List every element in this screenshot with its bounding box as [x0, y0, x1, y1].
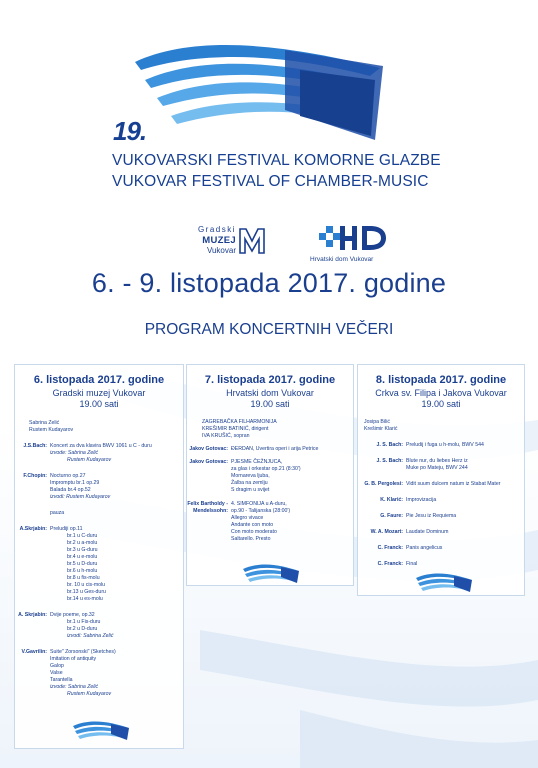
composer: A. Skrjabin: [18, 612, 47, 618]
intermission: pauza [50, 510, 65, 516]
concert-date: 8. listopada 2017. godine [375, 374, 507, 386]
hrvatski-dom-logo [310, 222, 395, 266]
concert-time: 19.00 sati [421, 399, 461, 409]
composer: J. S. Bach: [376, 442, 403, 448]
composer: J. S. Bach: [376, 458, 403, 464]
museum-m-icon [238, 227, 266, 255]
concert-header [358, 365, 524, 409]
program-item: G. Faure: Pie Jesu iz Requiema [358, 513, 524, 520]
composer: W. A. Mozart: [370, 529, 403, 535]
concert-program [15, 420, 183, 698]
small-wave-logo-icon [414, 572, 474, 594]
performers: Sabrina Zelić Rustem Kudayarov [29, 420, 74, 433]
composer: V.Gavrilin: [21, 649, 47, 655]
program-item: J. S. Bach: Blute nur, du liebes Herz iz Muke po Mateju, BWV 244 [358, 458, 524, 472]
program-item: Felix Bartholdy - Mendelssohn: 4. SIMFONIJA u A-duru, op.90 - Talijanska (28:00') Allegro vivace Andante con moto Con moto moderato Saltarello. Presto [187, 501, 291, 542]
composer: G. B. Pergolesi: [364, 481, 403, 487]
concert-header [15, 365, 183, 409]
museum-logo-text: Gradski MUZEJ Vukovar [197, 225, 236, 255]
edition-number: 19. [113, 116, 147, 146]
concert-column-2 [186, 364, 354, 586]
program-item: F.Chopin: Nocturno op.27 Impromptu br.1 op.29 Balada br.4 op.52 izvodi: Rustem Kudayarov [15, 473, 183, 501]
festival-wave-logo [135, 40, 385, 150]
program-item: A. Skrjabin: Dvije poeme, op.32 br.1 u Fis-duru br.2 u D-duru izvodi: Sabrina Zelić [15, 612, 183, 640]
composer: C. Franck: [377, 561, 403, 567]
concert-program [187, 419, 353, 543]
program-item: W. A. Mozart: Laudate Dominum [358, 529, 524, 536]
concert-time: 19.00 sati [250, 399, 290, 409]
program-item: V.Gavrilin: Suite" Zorsonski" (Sketches) Imitation of antiquity Galop Valse Tarantella izvode: Sabrina Zelić Rustem Kudayarov [15, 649, 183, 698]
concert-header [187, 365, 353, 409]
concert-venue: Hrvatski dom Vukovar [226, 388, 314, 398]
program-item: G. B. Pergolesi: Vidit suum dulcem natum iz Stabat Mater [358, 481, 524, 488]
composer: C. Franck: [377, 545, 403, 551]
performers: Josipa Bilić Krešimir Klarić [364, 419, 398, 432]
hd-logo-icon [310, 222, 395, 256]
concert-date: 6. listopada 2017. godine [33, 374, 165, 386]
program-item: K. Klarić: Improvizacija [358, 497, 524, 504]
program-item: J.S.Bach: Koncert za dva klavira BWV 1061 u C - duru izvode: Sabrina Zelić Rustem Kudayarov [15, 443, 183, 464]
hd-caption: Hrvatski dom Vukovar [310, 256, 374, 263]
composer: K. Klarić: [380, 497, 403, 503]
program-title: PROGRAM KONCERTNIH VEČERI [144, 321, 394, 338]
composer: J.S.Bach: [23, 443, 47, 449]
concert-venue: Gradski muzej Vukovar [52, 388, 146, 398]
program-item: J. S. Bach: Preludij i fuga u h-molu, BWV 544 [358, 442, 524, 449]
program-item: C. Franck: Panis angelicus [358, 545, 524, 552]
museum-logo [190, 225, 265, 267]
program-item: Jakov Gotovac: ĐERDAN, Uvertira operi i arija Petrice [187, 446, 353, 453]
small-wave-logo-icon [241, 563, 301, 585]
concert-column-1 [14, 364, 184, 749]
concert-column-3 [357, 364, 525, 596]
concert-date: 7. listopada 2017. godine [204, 374, 336, 386]
composer: Jakov Gotovac: [189, 459, 228, 465]
program-item: Jakov Gotovac: PJESME ČEŽNJUCA, za glas i orkestar op.21 (8:30') Mornareva ljuba, Žalba na zemlju S dragim u svijet [187, 459, 353, 494]
small-wave-logo-icon [71, 720, 131, 742]
program-item: C. Franck: Final [358, 561, 524, 568]
concert-time: 19.00 sati [79, 399, 119, 409]
festival-dates: 6. - 9. listopada 2017. godine [91, 268, 447, 298]
program-item: A.Skrjabin: Preludiji op.11 br.1 u C-duru br.2 u a-molu br.3 u G-duru br.4 u e-molu br.5 u D-duru br.6 u h-molu br.8 u fis-molu br. 10 u cis-molu br.13 u Ges-duru br.14 u es-molu [15, 526, 183, 603]
concert-venue: Crkva sv. Filipa i Jakova Vukovar [375, 388, 507, 398]
festival-title-croatian: VUKOVARSKI FESTIVAL KOMORNE GLAZBE [112, 152, 441, 169]
composer: Felix Bartholdy - Mendelssohn: [187, 501, 228, 514]
performers: ZAGREBAČKA FILHARMONIJA KREŠIMIR BATINIĆ, dirigent IVA KRUŠIĆ, sopran [202, 419, 277, 439]
composer: F.Chopin: [23, 473, 47, 479]
composer: Jakov Gotovac: [189, 446, 228, 452]
composer: G. Faure: [380, 513, 403, 519]
composer: A.Skrjabin: [19, 526, 47, 532]
festival-title-english: VUKOVAR FESTIVAL OF CHAMBER-MUSIC [112, 173, 429, 190]
concert-program [358, 419, 524, 568]
